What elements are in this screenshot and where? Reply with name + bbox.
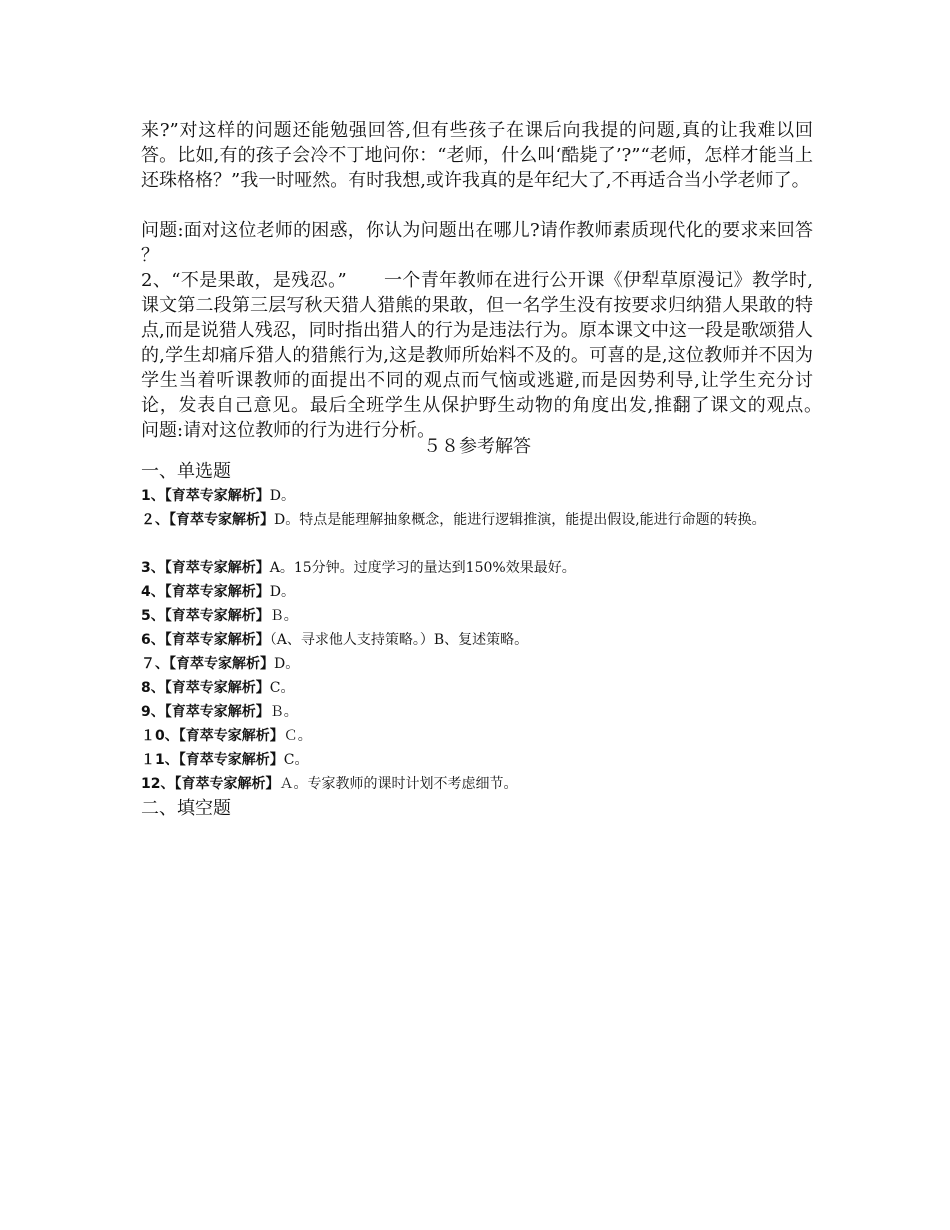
answer-tag: 【育萃专家解析】 bbox=[169, 656, 274, 672]
answer-text: C。 bbox=[283, 752, 309, 768]
answer-number: ２、 bbox=[141, 512, 169, 528]
answer-tag: 【育萃专家解析】 bbox=[178, 728, 284, 744]
answer-number: 3、 bbox=[141, 560, 165, 576]
answer-item bbox=[141, 700, 813, 724]
answer-text: Ｃ。 bbox=[283, 728, 312, 744]
answer-tag: 【育萃专家解析】 bbox=[164, 584, 270, 600]
answer-item bbox=[141, 652, 813, 676]
answer-number: 5、 bbox=[141, 608, 165, 624]
answer-text: Ｂ。 bbox=[269, 704, 298, 720]
answer-number: １0、 bbox=[141, 728, 179, 744]
part2-heading: 二、填空题 bbox=[141, 798, 231, 819]
answer-text: A。15分钟。过度学习的量达到150%效果最好。 bbox=[269, 560, 576, 576]
answer-item bbox=[141, 556, 813, 580]
intro-paragraph: 来?”对这样的问题还能勉强回答,但有些孩子在课后向我提的问题,真的让我难以回答。比如,有的孩子会冷不丁地问你：“老师，什么叫‘酷毙了’?”“老师，怎样才能当上还珠格格？”我一时哑然。有时我想,或许我真的是年纪大了,不再适合当小学老师了。 bbox=[141, 120, 813, 191]
answer-tag: 【育萃专家解析】 bbox=[164, 560, 270, 576]
answer-text: Ａ。专家教师的课时计划不考虑细节。 bbox=[279, 776, 518, 792]
answer-tag: 【育萃专家解析】 bbox=[164, 608, 270, 624]
answer-text: C。 bbox=[269, 680, 295, 696]
answer-item bbox=[141, 484, 813, 508]
answer-number: 6、 bbox=[141, 632, 165, 648]
question-1: 问题:面对这位老师的困惑，你认为问题出在哪儿?请作教师素质现代化的要求来回答 ？ bbox=[141, 220, 813, 266]
part1-heading: 一、单选题 bbox=[141, 461, 231, 482]
answer-tag: 【育萃专家解析】 bbox=[164, 488, 270, 504]
answer-text: D。 bbox=[269, 488, 295, 504]
answer-number: 9、 bbox=[141, 704, 165, 720]
answer-text: D。 bbox=[274, 656, 300, 672]
answer-text: D。 bbox=[269, 584, 295, 600]
answer-tag: 【育萃专家解析】 bbox=[174, 776, 280, 792]
answer-item bbox=[141, 628, 813, 652]
answer-item bbox=[141, 676, 813, 700]
answer-number: １1、 bbox=[141, 752, 179, 768]
answer-tag: 【育萃专家解析】 bbox=[178, 752, 284, 768]
answer-item bbox=[141, 508, 813, 532]
answer-number: ７、 bbox=[141, 656, 169, 672]
answer-number: 8、 bbox=[141, 680, 165, 696]
section-title: ５８参考解答 bbox=[423, 436, 531, 457]
case-2-paragraph: 2、“不是果敢，是残忍。” 一个青年教师在进行公开课《伊犁草原漫记》教学时,课文第二段第三层写秋天猎人猎熊的果敢，但一名学生没有按要求归纳猎人果敢的特点,而是说猎人残忍，同时指出猎人的行为是违法行为。原本课文中这一段是歌颂猎人的,学生却痛斥猎人的猎熊行为,这是教师所始料不及的。可喜的是,这位教师并不因为学生当着听课教师的面提出不同的观点而气恼或逃避,而是因势利导,让学生充分讨论，发表自己意见。最后全班学生从保护野生动物的角度出发,推翻了课文的观点。 问题:请对这位教师的行为进行分析。 bbox=[141, 270, 849, 441]
answer-number: 4、 bbox=[141, 584, 165, 600]
answer-number: 1、 bbox=[141, 488, 165, 504]
answer-tag: 【育萃专家解析】 bbox=[164, 704, 270, 720]
answer-tag: 【育萃专家解析】 bbox=[169, 512, 274, 528]
answer-number: 12、 bbox=[141, 776, 175, 792]
answer-item bbox=[141, 748, 813, 772]
answer-text: D。特点是能理解抽象概念，能进行逻辑推演，能提出假设,能进行命题的转换。 bbox=[274, 512, 766, 528]
answer-text: Ｂ。 bbox=[269, 608, 298, 624]
answer-item bbox=[141, 724, 813, 748]
answer-tag: 【育萃专家解析】 bbox=[164, 680, 270, 696]
answer-item bbox=[141, 604, 813, 628]
answer-tag: 【育萃专家解析】 bbox=[164, 632, 270, 648]
answer-item bbox=[141, 772, 813, 796]
answer-text: （A、寻求他人支持策略。）B、复述策略。 bbox=[269, 632, 529, 648]
answer-item bbox=[141, 580, 813, 604]
